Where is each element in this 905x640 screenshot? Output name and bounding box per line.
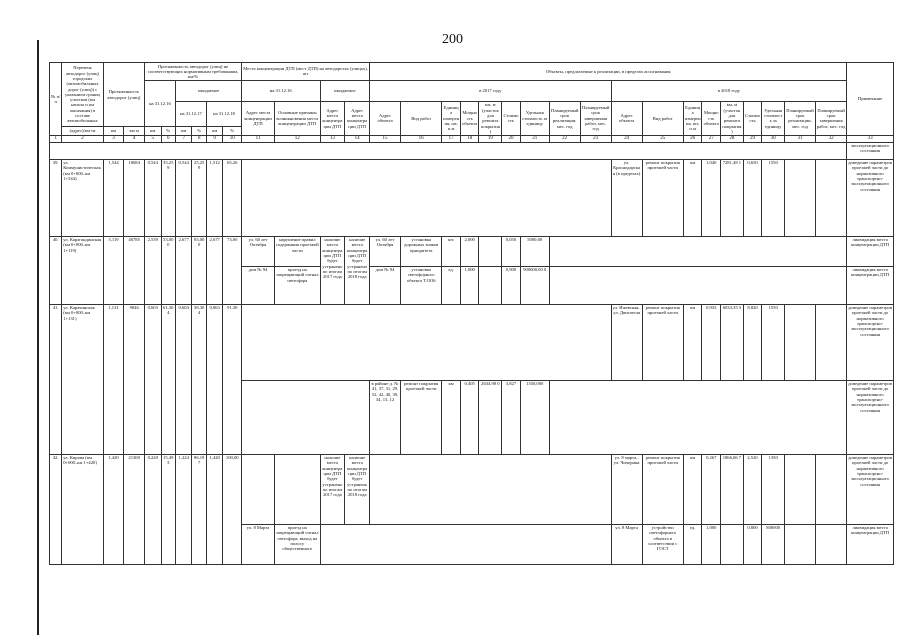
cell: 46785 [124, 236, 145, 304]
work-type: установка светофорного объекта Т.ОО6 [401, 266, 442, 304]
colnum: 9 [206, 135, 223, 142]
empty-cell [815, 304, 846, 380]
cell: 0,544 [144, 159, 161, 236]
colnum: 28 [721, 135, 744, 142]
cell: 25,25 9 [192, 159, 206, 236]
cell: 0,220 [144, 454, 161, 564]
column-number-row [50, 135, 894, 142]
hdr-dtp-addr18: Адрес места концентрации ДТП [345, 101, 370, 135]
colnum: 22 [549, 135, 580, 142]
cell: 1,420 [206, 454, 223, 564]
object-address: ул. 60 лет Октября [370, 236, 401, 266]
object-address: ул. Ижевская–ул. Двигателя [611, 304, 642, 380]
empty-cell [785, 454, 816, 524]
work-type: ремонт покрытия проезжей части [642, 159, 683, 236]
continuation-row [50, 142, 894, 159]
cell: 1550 [762, 304, 785, 380]
table-row [50, 454, 894, 524]
dtp-address: ул. 8 Марта [242, 524, 275, 564]
cell: 38,30 4 [192, 304, 206, 454]
empty-cell [479, 266, 502, 304]
hdr-year-2017: в 2017 году [370, 80, 612, 101]
dtp-status-2017: наличие места концентрации ДТП будет устранено по итогам 2017 года [320, 454, 345, 524]
empty-cell [785, 159, 816, 236]
col-objects-header: Объекты, предлагаемые к реализации, в пределах ассигнования [370, 63, 847, 81]
cell: 0,933 [702, 304, 721, 380]
object-address: в районе д. № 41, 37, 31, 29, 52, 42, 40, 39, 34, 13, 12 [370, 380, 401, 454]
header-row-1 [50, 63, 894, 81]
cell: 2,000 [460, 236, 479, 266]
dtp-status-2018: наличие места концентрации ДТП будет устранено по итогам 2018 года [345, 236, 370, 304]
unit-8: % [192, 127, 206, 136]
header-row-3 [50, 101, 894, 126]
dtp-address: ул. 60 лет Октября [242, 236, 275, 266]
table-row [50, 159, 894, 236]
hdr-work-type-17: Вид работ [401, 101, 442, 135]
cell: 6033,35 3 [721, 304, 744, 380]
cell: 2634,98 0 [479, 380, 502, 454]
table-row [50, 236, 894, 266]
empty-cell [815, 159, 846, 236]
cell: 10684 [124, 159, 145, 236]
colnum: 8 [192, 135, 206, 142]
colnum: 17 [442, 135, 461, 142]
cell: 7281,48 1 [721, 159, 744, 236]
unit-7: км [175, 127, 192, 136]
empty-cell [242, 380, 370, 454]
hdr-3112-16: на 31.12.16 [144, 80, 175, 126]
cell: 0,050 [502, 236, 521, 266]
hdr-term2-18: Планируемый срок завершения работ, мес. год [815, 101, 846, 135]
empty-cell [721, 524, 744, 564]
dtp-address: дом № 94 [242, 266, 275, 304]
empty-cell [242, 159, 612, 236]
cell: 1350,000 [520, 380, 549, 454]
colnum: 24 [611, 135, 642, 142]
object-address: дом № 94 [370, 266, 401, 304]
colnum: 30 [762, 135, 785, 142]
cell: 1,000 [702, 524, 721, 564]
cell: 86,19 7 [192, 454, 206, 564]
cell: 83,00 0 [192, 236, 206, 304]
note-cell: ликвидация места концентрации ДТП [847, 236, 894, 266]
colnum: 19 [479, 135, 502, 142]
cell: 0,405 [460, 380, 479, 454]
object-address: ул. Краснодарская (в пределах) [611, 159, 642, 236]
empty-cell [320, 524, 611, 564]
note-cell: ликвидация места концентрации ДТП [847, 266, 894, 304]
cell: км [683, 454, 702, 524]
colnum: 2 [62, 135, 103, 142]
colnum: 29 [743, 135, 762, 142]
cell: 0,800 [743, 524, 762, 564]
header-row-2 [50, 80, 894, 101]
hdr-cost-18: Стоимость [743, 101, 762, 135]
dtp-status-2017: наличие места концентрации ДТП будет устранено по итогам 2017 года [320, 236, 345, 304]
empty-cell [815, 524, 846, 564]
cell: 73,00 [223, 236, 242, 304]
cell: 3,827 [502, 380, 521, 454]
colnum: 13 [320, 135, 345, 142]
unit-6: % [161, 127, 175, 136]
road-name: ул. Карачинская (км 0+000–км 1+131) [62, 304, 103, 454]
cell: км [683, 304, 702, 380]
page-number: 200 [442, 32, 463, 47]
unit-10: % [223, 127, 242, 136]
row-number: 40. [50, 236, 62, 304]
colnum: 21 [520, 135, 549, 142]
cell: 1,512 [206, 159, 223, 236]
colnum: 15 [370, 135, 401, 142]
unit-5: км [144, 127, 161, 136]
cell: 1866,06 7 [721, 454, 744, 524]
cell: 5000,00 [520, 236, 549, 266]
colnum: 1 [50, 135, 62, 142]
empty-cell [815, 454, 846, 524]
cell: 0,863 [206, 304, 223, 454]
binding-margin-line [37, 40, 39, 635]
cell: 35,25 9 [161, 159, 175, 236]
colnum: 5 [144, 135, 161, 142]
hdr-power-17: Мощность объекта [460, 101, 479, 135]
cell: 1,420 [103, 454, 124, 564]
colnum: 4 [124, 135, 145, 142]
hdr-unit-17: Единица измерения, шт, п.м [442, 101, 461, 135]
cell: ед. [683, 524, 702, 564]
hdr-obj-addr-17: Адрес объекта [370, 101, 401, 135]
note-continuation: эксплуатационного состояния [847, 142, 894, 159]
col-road-header: Перечень автодорог (улиц) городских (автомобильных дорог (улиц)) с указанием границ участков (км начала и км окончания) в составе автомобильных [62, 63, 103, 127]
row-number: 42. [50, 454, 62, 564]
colnum: 27 [702, 135, 721, 142]
hdr-term-17: Планируемый срок реализации, мес. год [549, 101, 580, 135]
colnum: 6 [161, 135, 175, 142]
colnum: 16 [401, 135, 442, 142]
cell: 1,224 [175, 454, 192, 564]
hdr-cost-17: Стоимость [502, 101, 521, 135]
empty-cell [242, 454, 275, 524]
hdr-work-type-18: Вид работ [642, 101, 683, 135]
hdr-unit-cost-18: Удельная стоимость за единицу [762, 101, 785, 135]
hdr-planned: ожидаемое [175, 80, 241, 101]
hdr-dtp-reason: Основные причины возникновения места концентрации ДТП [275, 101, 320, 135]
unit-road: (адрес)/км+м [62, 127, 103, 136]
col-note-header: Примечание [847, 63, 894, 136]
cell: 0,650 [743, 159, 762, 236]
hdr-term2-17: Планируемый срок завершения работ, мес. год [580, 101, 611, 135]
cell: 2,677 [206, 236, 223, 304]
colnum: 7 [175, 135, 192, 142]
note-cell: доведение параметров проезжей части до нормативного транспортно-эксплуатационного состояния [847, 159, 894, 236]
work-type: ремонт покрытия проезжей части [401, 380, 442, 454]
work-type: ремонт покрытия проезжей части [642, 454, 683, 524]
colnum: 31 [785, 135, 816, 142]
cell: 0,544 [175, 159, 192, 236]
colnum: 23 [580, 135, 611, 142]
cell: 8,820 [743, 304, 762, 380]
table-row [50, 304, 894, 380]
empty-cell [549, 380, 847, 454]
cell: 3,119 [103, 236, 124, 304]
cell: 2,539 [144, 236, 161, 304]
note-cell: доведение параметров проезжей части до нормативного транспортно-эксплуатационного состояния [847, 380, 894, 454]
col-no-header: № п/п [50, 63, 62, 136]
colnum: 25 [642, 135, 683, 142]
hdr-obj-addr-18: Адрес объекта [611, 101, 642, 135]
cell: шт. [442, 236, 461, 266]
cell: 2,677 [175, 236, 192, 304]
empty-cell [785, 524, 816, 564]
hdr-km-17: км, м (участок для ремонта покрытия) [480, 102, 500, 134]
dtp-status-2018: наличие места концентрации ДТП будет устранено по итогам 2018 года [345, 454, 370, 524]
col-dtp-header: Места концентрации ДТП (мест ДТП) на автодорогах (улицах), шт [242, 63, 370, 81]
note-cell: доведение параметров проезжей части до нормативного транспортно-эксплуатационного состояния [847, 304, 894, 380]
hdr-dtp-addr: Адрес места концентрации ДТП [242, 101, 275, 135]
cell: 1,040 [702, 159, 721, 236]
colnum: 14 [345, 135, 370, 142]
colnum: 18 [460, 135, 479, 142]
cell: 800000 [762, 524, 785, 564]
cell: 65,26 [223, 159, 242, 236]
unit-len-m: км м [124, 127, 145, 136]
dtp-reason: нарушение правил содержания проезжей части [275, 236, 320, 266]
cell: 1,000 [460, 266, 479, 304]
unit-9: км [206, 127, 223, 136]
col-length-norm-header: Протяженность автодорог (улиц) не соответствующих нормативным требованиям, км/% [144, 63, 241, 81]
cell: 91,30 [223, 304, 242, 454]
cell: 900000,00 0 [520, 266, 549, 304]
cell: 100,00 [223, 454, 242, 564]
row-number: 41. [50, 304, 62, 454]
note-cell: доведение параметров проезжей части до нормативного транспортно-эксплуатационного состояния [847, 454, 894, 524]
cell: 1,131 [103, 304, 124, 454]
cell: 9046 [124, 304, 145, 454]
colnum: 33 [847, 135, 894, 142]
object-address: ул. 8 марта–ул. Чичерина [611, 454, 642, 524]
note-cell: ликвидация места концентрации ДТП [847, 524, 894, 564]
dtp-reason: проезд на запрещающий сигнал светофора [275, 266, 320, 304]
cell: 0,267 [702, 454, 721, 524]
cell: км [442, 380, 461, 454]
cell: 1350 [762, 454, 785, 524]
row-number: 39. [50, 159, 62, 236]
colnum: 12 [275, 135, 320, 142]
hdr-unit-cost-17: Удельная стоимость за единицу [520, 101, 549, 135]
hdr-km-18: км, м (участок для ремонта покрытия) [722, 102, 742, 134]
cell: ед. [442, 266, 461, 304]
hdr-3112-17: на 31.12.17 [175, 101, 206, 126]
cell: 0,603 [144, 304, 161, 454]
empty-cell [479, 236, 502, 266]
empty-cell [549, 266, 847, 304]
road-name: ул. Карагандинская (км 0+000–км 1+119) [62, 236, 103, 304]
cell: 1550 [762, 159, 785, 236]
empty-cell [50, 142, 847, 159]
work-type: установка дорожных знаков приоритета [401, 236, 442, 266]
colnum: 10 [223, 135, 242, 142]
road-name: ул. Кирова (км 0+000–км 1+420) [62, 454, 103, 564]
work-type: ремонт покрытия проезжей части [642, 304, 683, 380]
cell: 21300 [124, 454, 145, 564]
cell: 2,520 [743, 454, 762, 524]
colnum: 32 [815, 135, 846, 142]
col-length-header: Протяженность автодорог (улиц) [103, 63, 144, 127]
empty-cell [242, 304, 612, 380]
work-type: устройство светофорного объекта в соответствии с ГОСТ [642, 524, 683, 564]
cell: 1,544 [103, 159, 124, 236]
hdr-3112-18: на 31.12.18 [206, 101, 241, 126]
cell: 53,00 0 [161, 236, 175, 304]
hdr-power-18: Мощность объекта [702, 101, 721, 135]
hdr-term-18: Планируемый срок реализации, мес. год [785, 101, 816, 135]
hdr-dtp-addr17: Адрес места концентрации ДТП [320, 101, 345, 135]
dtp-reason: проезд на запрещающий сигнал светофора, выход на полосу общественного [275, 524, 320, 564]
cell: 15,49 3 [161, 454, 175, 564]
cell: 0,900 [502, 266, 521, 304]
unit-len-km: км [103, 127, 124, 136]
colnum: 3 [103, 135, 124, 142]
cell: 0,603 [175, 304, 192, 454]
cell: 61,30 4 [161, 304, 175, 454]
hdr-year-2018: в 2018 году [611, 80, 847, 101]
empty-cell [275, 454, 320, 524]
colnum: 11 [242, 135, 275, 142]
cell: км [683, 159, 702, 236]
road-name: ул. Коммунистическая (км 0+000–км 1+544) [62, 159, 103, 236]
hdr-dtp-planned: ожидаемое [320, 80, 370, 101]
hdr-unit-18: Единица измерения, шт, п.м [683, 101, 702, 135]
empty-cell [549, 236, 847, 266]
empty-cell [370, 454, 612, 524]
empty-cell [785, 304, 816, 380]
colnum: 26 [683, 135, 702, 142]
object-address: ул. 8 Марта [611, 524, 642, 564]
colnum: 20 [502, 135, 521, 142]
road-safety-table [49, 62, 894, 565]
hdr-dtp-3112-16: на 31.12.16 [242, 80, 320, 101]
